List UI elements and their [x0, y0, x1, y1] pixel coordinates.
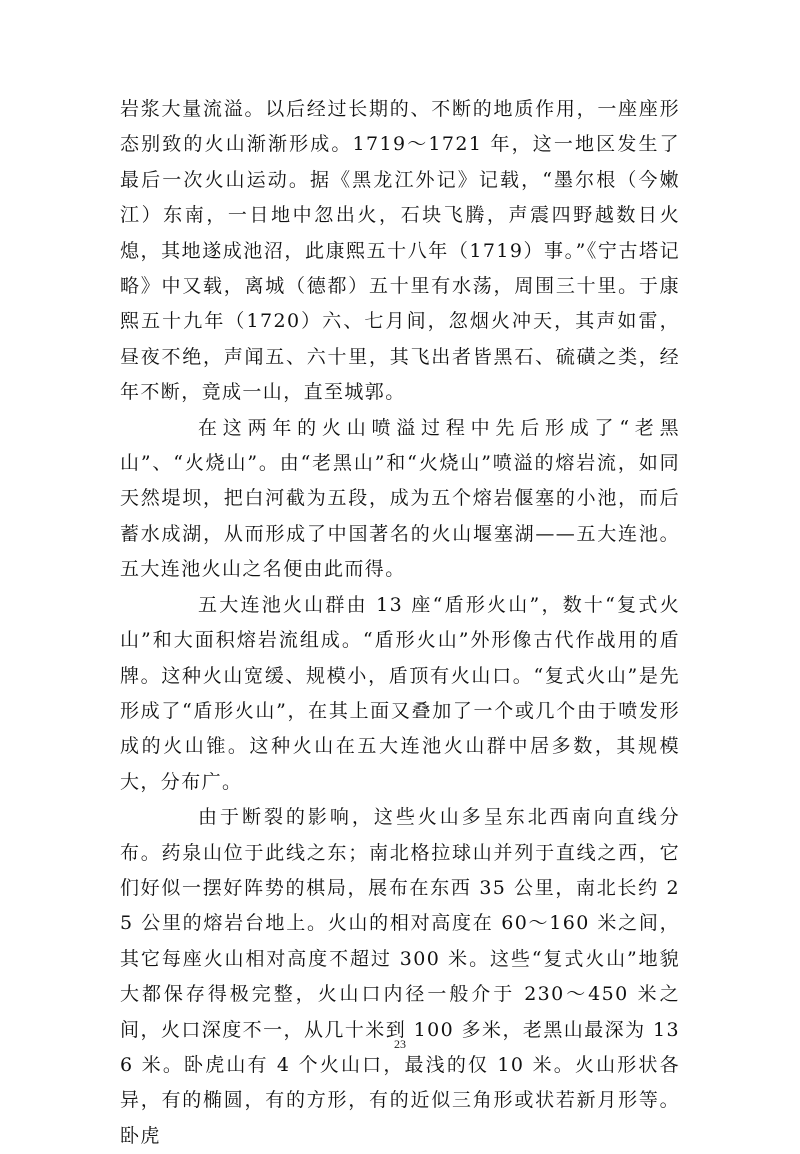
body-text — [120, 92, 680, 1154]
paragraph-4: 由于断裂的影响，这些火山多呈东北西南向直线分布。药泉山位于此线之东；南北格拉球山并列于直线之西，它们好似一摆好阵势的棋局，展布在东西 35 公里，南北长约 25 公里的熔岩台地上。火山的相对高度在 60～160 米之间，其它每座火山相对高度不超过 300 米。这些“复式火山”地貌大都保存得极完整，火山口内径一般介于 230～450 米之间，火口深度不一，从几十米到 100 多米，老黑山最深为 136 米。卧虎山有 4 个火山口，最浅的仅 10 米。火山形状各异，有的椭圆，有的方形，有的近似三角形或状若新月形等。卧虎 — [120, 806, 680, 1147]
paragraph-3: 五大连池火山群由 13 座“盾形火山”，数十“复式火山”和大面积熔岩流组成。“盾形火山”外形像古代作战用的盾牌。这种火山宽缓、规模小，盾顶有火山口。“复式火山”是先形成了“盾形火山”，在其上面又叠加了一个或几个由于喷发形成的火山锥。这种火山在五大连池火山群中居多数，其规模大，分布广。 — [120, 593, 680, 793]
paragraph-2: 在这两年的火山喷溢过程中先后形成了“老黑山”、“火烧山”。由“老黑山”和“火烧山”喷溢的熔岩流，如同天然堤坝，把白河截为五段，成为五个熔岩偃塞的小池，而后蓄水成湖，从而形成了中国著名的火山堰塞湖——五大连池。五大连池火山之名便由此而得。 — [120, 416, 680, 581]
paragraph-1: 岩浆大量流溢。以后经过长期的、不断的地质作用，一座座形态别致的火山渐渐形成。1719～1721 年，这一地区发生了最后一次火山运动。据《黑龙江外记》记载，“墨尔根（今嫩江）东南，一日地中忽出火，石块飞腾，声震四野越数日火熄，其地遂成池沼，此康熙五十八年（1719）事。”《宁古塔记略》中又载，离城（德都）五十里有水荡，周围三十里。于康熙五十九年（1720）六、七月间，忽烟火冲天，其声如雷，昼夜不绝，声闻五、六十里，其飞出者皆黑石、硫磺之类，经年不断，竟成一山，直至城郭。 — [120, 98, 680, 404]
page-number: 23 — [394, 1037, 406, 1051]
